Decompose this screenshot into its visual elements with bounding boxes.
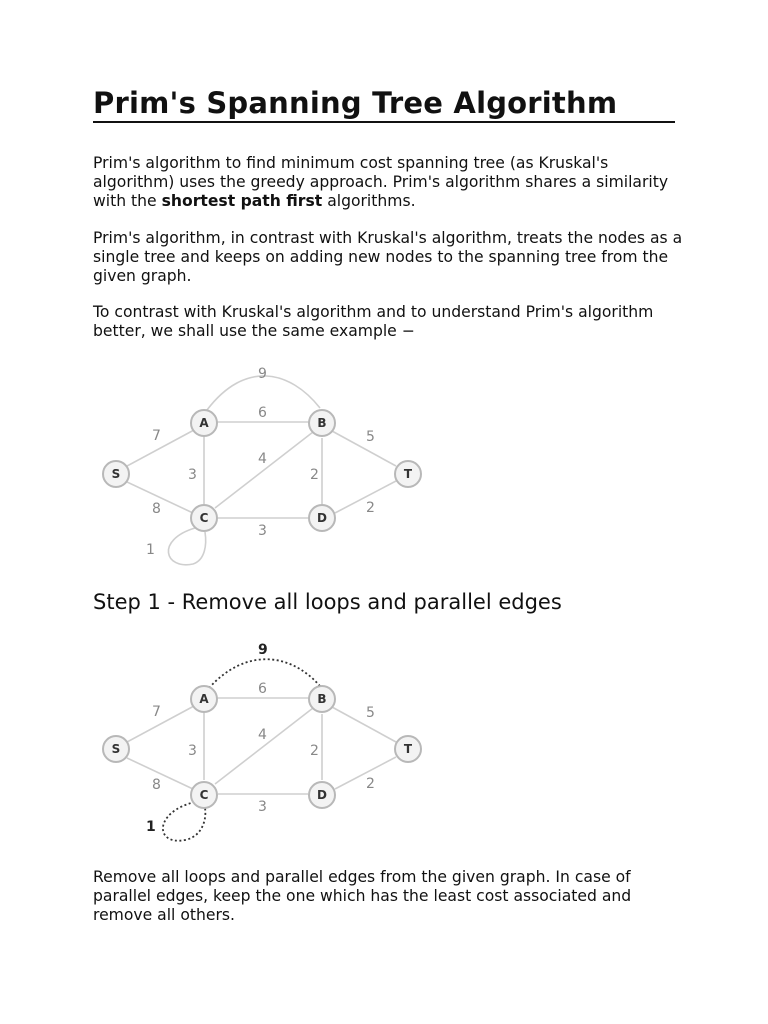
weight-b-t: 5 [366, 429, 375, 445]
edge-c-b [215, 432, 313, 508]
node-label-d: D [317, 788, 327, 802]
page-title: Prim's Spanning Tree Algorithm [93, 86, 618, 120]
weight-a-b-arc: 9 [258, 366, 267, 382]
weight-c-d: 3 [258, 799, 267, 815]
edge-b-t [332, 707, 396, 742]
original-graph-diagram [95, 360, 435, 570]
weight-b-d: 2 [310, 743, 319, 759]
graph-node-c [191, 782, 217, 808]
node-label-t: T [403, 467, 413, 481]
weight-b-t: 5 [366, 705, 375, 721]
weight-a-c: 3 [188, 467, 197, 483]
step-1-heading: Step 1 - Remove all loops and parallel edges [93, 590, 562, 614]
graph-node-d [309, 782, 335, 808]
title-underline [93, 121, 675, 123]
node-label-b: B [317, 416, 327, 430]
node-label-a: A [199, 416, 209, 430]
weight-a-b: 6 [258, 405, 267, 421]
node-label-c: C [199, 788, 209, 802]
intro-bold-term: shortest path first [161, 192, 323, 210]
example-paragraph: To contrast with Kruskal's algorithm and to understand Prim's algorithm better, we shall use the same example − [93, 303, 654, 340]
graph-node-t [395, 736, 421, 762]
weight-c-b: 4 [258, 727, 267, 743]
weight-s-a: 7 [152, 704, 161, 720]
contrast-paragraph: Prim's algorithm, in contrast with Kruskal's algorithm, treats the nodes as a single tree and keeps on adding new nodes to the spanning tree from the given graph. [93, 229, 683, 285]
edge-b-t [332, 431, 396, 466]
weight-b-d: 2 [310, 467, 319, 483]
graph-node-s [103, 736, 129, 762]
weight-c-b: 4 [258, 451, 267, 467]
node-label-s: S [111, 742, 121, 756]
weight-a-b: 6 [258, 681, 267, 697]
weight-c-d: 3 [258, 523, 267, 539]
intro-text-end: algorithms. [322, 192, 416, 210]
node-label-d: D [317, 511, 327, 525]
weight-s-c: 8 [152, 501, 161, 517]
weight-d-t: 2 [366, 776, 375, 792]
weight-a-c: 3 [188, 743, 197, 759]
intro-paragraph [93, 154, 683, 211]
weight-c-loop: 1 [146, 542, 155, 558]
weight-d-t: 2 [366, 500, 375, 516]
weight-a-b-arc: 9 [258, 642, 268, 658]
graph-node-a [191, 410, 217, 436]
graph-node-t [395, 461, 421, 487]
edge-c-loop [168, 528, 205, 565]
step1-graph-diagram [95, 636, 435, 846]
edge-c-b [215, 708, 313, 784]
graph-node-c [191, 505, 217, 531]
node-label-b: B [317, 692, 327, 706]
weight-c-loop: 1 [146, 819, 156, 835]
node-label-s: S [111, 467, 121, 481]
graph-node-d [309, 505, 335, 531]
node-label-t: T [403, 742, 413, 756]
graph-node-a [191, 686, 217, 712]
graph-node-s [103, 461, 129, 487]
intro-text-start: Prim's algorithm to find minimum cost spanning tree (as Kruskal's algorithm) uses the greedy approach. Prim's algorithm shares a similarity with the [93, 154, 669, 210]
graph-node-b [309, 686, 335, 712]
step-1-description: Remove all loops and parallel edges from the given graph. In case of parallel edges, keep the one which has the least cost associated and remove all others. [93, 868, 632, 924]
node-label-c: C [199, 511, 209, 525]
node-label-a: A [199, 692, 209, 706]
weight-s-c: 8 [152, 777, 161, 793]
weight-s-a: 7 [152, 428, 161, 444]
graph-node-b [309, 410, 335, 436]
